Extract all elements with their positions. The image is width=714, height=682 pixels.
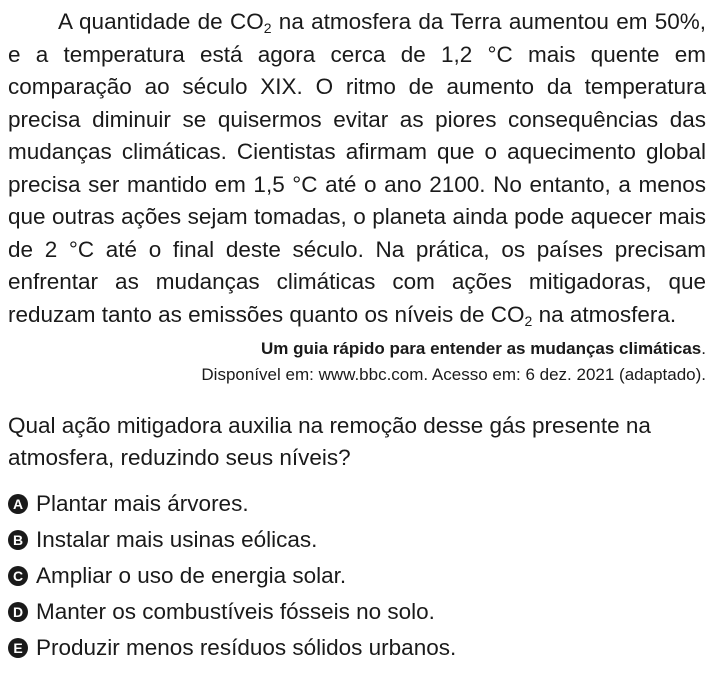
option-b[interactable] (8, 522, 706, 558)
subscript-2: 2 (524, 312, 533, 329)
option-e[interactable] (8, 630, 706, 666)
source-title-line (8, 336, 706, 362)
source-availability: Disponível em: www.bbc.com. Acesso em: 6 dez. 2021 (adaptado). (201, 365, 706, 384)
subscript-2: 2 (263, 20, 272, 36)
option-letter-icon: C (8, 566, 28, 586)
source-citation (8, 336, 706, 388)
option-text: Produzir menos resíduos sólidos urbanos. (36, 635, 457, 660)
option-text: Ampliar o uso de energia solar. (36, 563, 347, 588)
option-letter-icon: D (8, 602, 28, 622)
option-letter-icon: E (8, 638, 28, 658)
source-title: Um guia rápido para entender as mudanças climáticas (261, 339, 702, 358)
source-title-period: . (701, 339, 706, 358)
question-page (8, 6, 706, 666)
option-text: Plantar mais árvores. (36, 491, 249, 516)
question-text: Qual ação mitigadora auxilia na remoção desse gás presente na atmosfera, reduzindo seus níveis? (8, 413, 651, 470)
option-text: Instalar mais usinas eólicas. (36, 527, 318, 552)
option-c[interactable] (8, 558, 706, 594)
option-text: Manter os combustíveis fósseis no solo. (36, 599, 435, 624)
answer-options (8, 486, 706, 666)
passage-segment: na atmosfera da Terra aumentou em 50%, e a temperatura está agora cerca de 1,2 °C mais quente em comparação ao século XIX. O ritmo de aumento da temperatura precisa diminuir se quisermos evitar as piores consequências das mudanças climáticas. Cientistas afirmam que o aquecimento global precisa ser mantido em 1,5 °C até o ano 2100. No entanto, a menos que outras ações sejam tomadas, o planeta ainda pode aquecer mais de 2 °C até o final deste século. Na prática, os países precisam enfrentar as mudanças climáticas com ações mitigadoras, que reduzam tanto as emissões quanto os níveis de CO (8, 9, 707, 327)
passage-text (8, 6, 706, 331)
passage-segment: na atmosfera. (532, 301, 677, 327)
option-d[interactable] (8, 594, 706, 630)
option-a[interactable] (8, 486, 706, 522)
option-letter-icon: B (8, 530, 28, 550)
option-letter-icon: A (8, 494, 28, 514)
passage-segment: A quantidade de CO (58, 9, 264, 34)
